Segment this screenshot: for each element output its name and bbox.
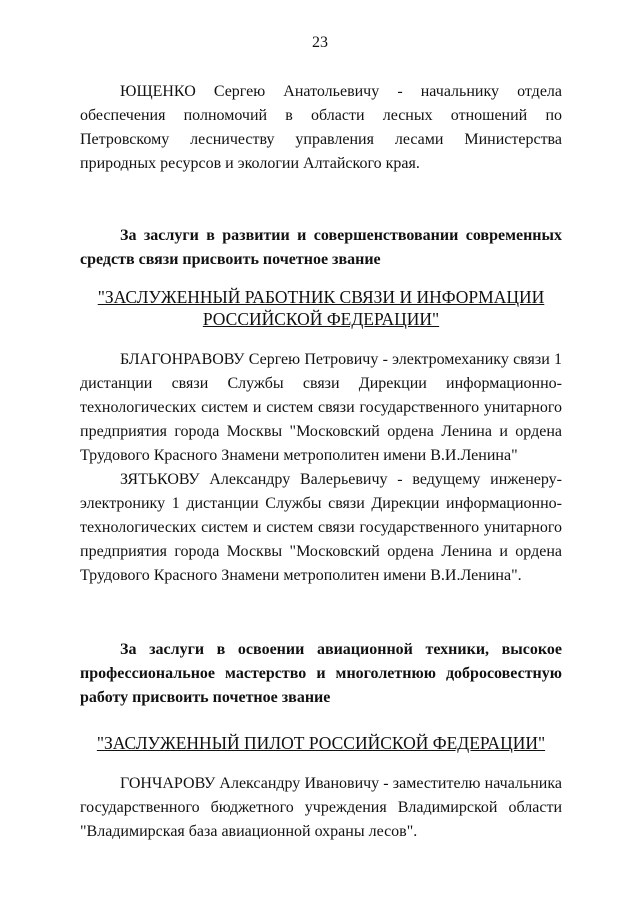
honorary-title-line: РОССИЙСКОЙ ФЕДЕРАЦИИ" [202,309,440,329]
recipient-paragraph: ЗЯТЬКОВУ Александру Валерьевичу - ведущему инженеру-электронику 1 дистанции Службы связи Дирекции информационно-технологических систем и систем связи государственного унитарного предприятия города Москвы "Московский ордена Ленина и ордена Трудового Красного Знамени метрополитен имени В.И.Ленина". [80,471,562,584]
honorary-title-line: "ЗАСЛУЖЕННЫЙ РАБОТНИК СВЯЗИ И ИНФОРМАЦИИ [97,287,545,307]
recipient-paragraph: ГОНЧАРОВУ Александру Ивановичу - заместителю начальника государственного бюджетного учреждения Владимирской области "Владимирская база авиационной охраны лесов". [80,775,562,840]
recipient-paragraph: ЮЩЕНКО Сергею Анатольевичу - начальнику отдела обеспечения полномочий в области лесных отношений по Петровскому лесничеству управления лесами Министерства природных ресурсов и экологии Алтайского края. [80,83,562,172]
document-body [80,80,562,844]
award-decree: За заслуги в развитии и совершенствовании современных средств связи присвоить почетное звание [80,227,562,268]
honorary-title [80,286,562,330]
page-number: 23 [312,34,328,51]
honorary-title: "ЗАСЛУЖЕННЫЙ ПИЛОТ РОССИЙСКОЙ ФЕДЕРАЦИИ" [96,733,546,753]
award-decree: За заслуги в освоении авиационной техники, высокое профессиональное мастерство и многолетнюю добросовестную работу присвоить почетное звание [80,641,562,706]
recipient-paragraph: БЛАГОНРАВОВУ Сергею Петровичу - электромеханику связи 1 дистанции связи Службы связи Дирекции информационно-технологических систем и систем связи государственного унитарного предприятия города Москвы "Московский ордена Ленина и ордена Трудового Красного Знамени метрополитен имени В.И.Ленина" [80,351,562,464]
